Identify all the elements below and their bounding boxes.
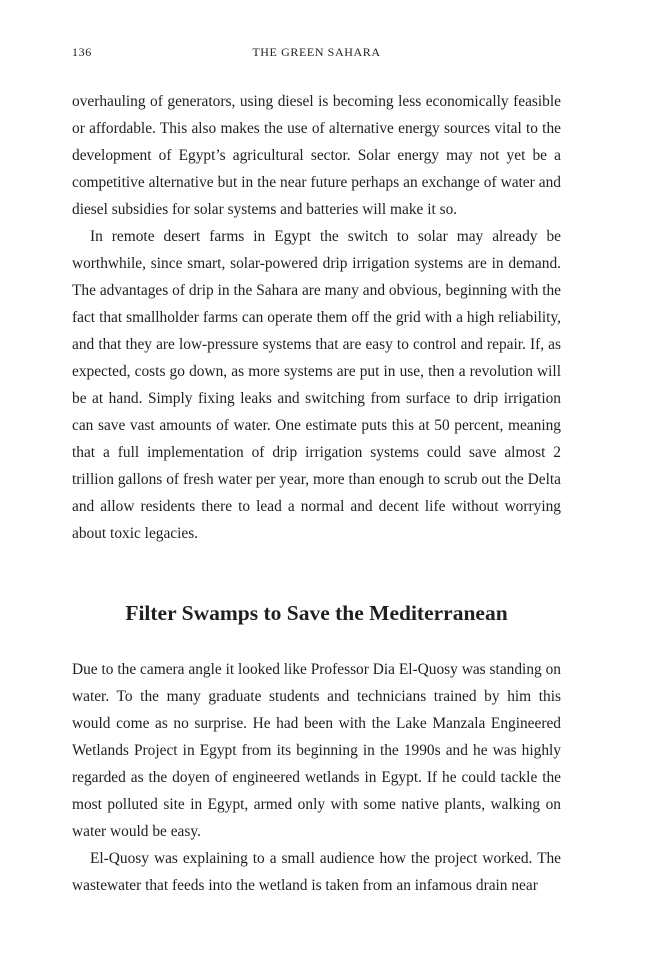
paragraph: El-Quosy was explaining to a small audience how the project worked. The wastewater that feeds into the wetland is taken from an infamous drain near — [72, 850, 561, 894]
paragraph: In remote desert farms in Egypt the switch to solar may already be worthwhile, since smart, solar-powered drip irrigation systems are in demand. The advantages of drip in the Sahara are many and obvious, beginning with the fact that smallholder farms can operate them off the grid with a high reliability, and that they are low-pressure systems that are easy to control and repair. If, as expected, costs go down, as more systems are put in use, then a revolution will be at hand. Simply fixing leaks and switching from surface to drip irrigation can save vast amounts of water. One estimate puts this at 50 percent, meaning that a full implementation of drip irrigation systems could save almost 2 trillion gallons of fresh water per year, more than enough to scrub out the Delta and allow residents there to lead a normal and decent life without worrying about toxic legacies. — [72, 228, 561, 542]
paragraph: overhauling of generators, using diesel is becoming less economically feasible or affordable. This also makes the use of alternative energy sources vital to the development of Egypt’s agricultural sector. Solar energy may not yet be a competitive alternative but in the near future perhaps an exchange of water and diesel subsidies for solar systems and batteries will make it so. — [72, 93, 561, 218]
page-number: 136 — [72, 45, 92, 59]
body-text-top — [72, 88, 561, 547]
running-header — [72, 45, 561, 65]
running-title: THE GREEN SAHARA — [252, 45, 381, 59]
paragraph: Due to the camera angle it looked like Professor Dia El-Quosy was standing on water. To the many graduate students and technicians trained by him this would come as no surprise. He had been with the Lake Manzala Engineered Wetlands Project in Egypt from its beginning in the 1990s and he was highly regarded as the doyen of engineered wetlands in Egypt. If he could tackle the most polluted site in Egypt, armed only with some native plants, walking on water would be easy. — [72, 661, 561, 840]
section-heading: Filter Swamps to Save the Mediterranean — [125, 601, 508, 625]
body-text-bottom — [72, 656, 561, 899]
